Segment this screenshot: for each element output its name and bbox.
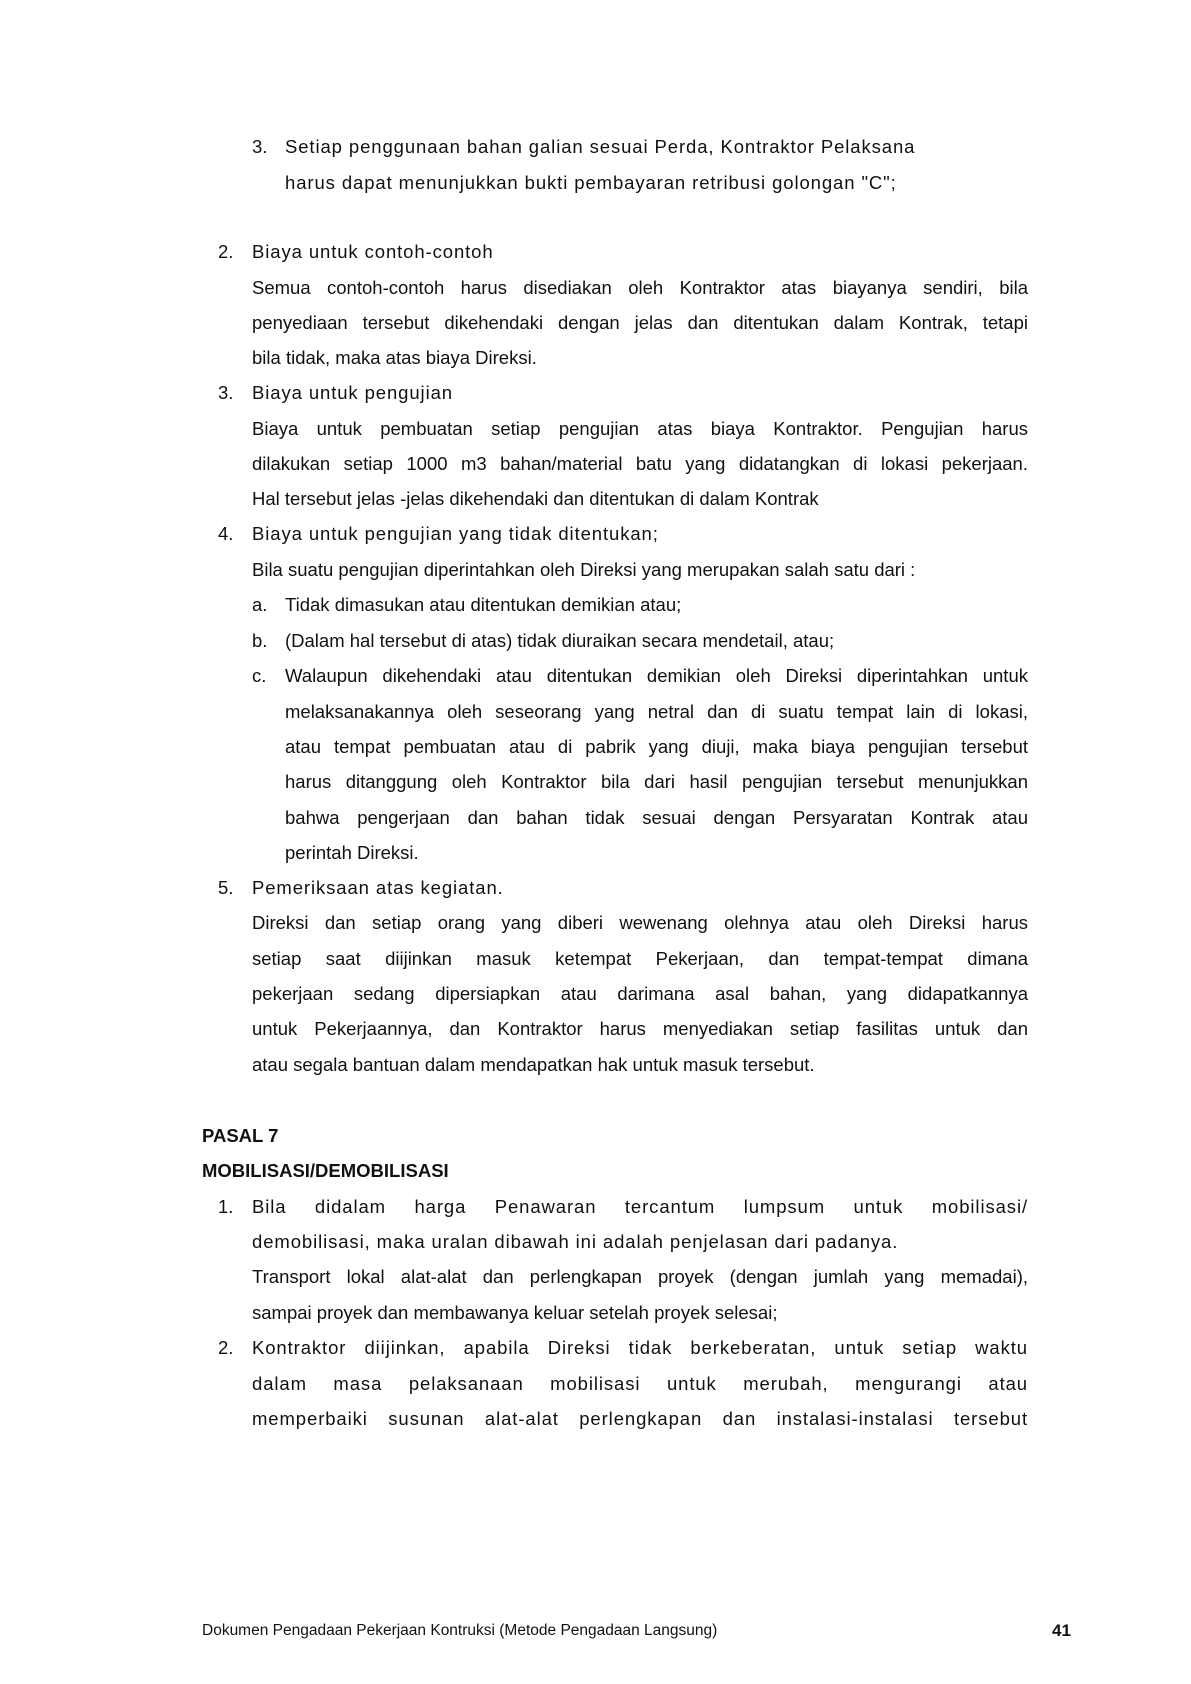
text-line: Kontraktor diijinkan, apabila Direksi tidak berkeberatan, untuk setiap waktu [252, 1337, 1028, 1358]
text-line: pekerjaan sedang dipersiapkan atau darimana asal bahan, yang didapatkannya [252, 983, 1028, 1004]
text-line: Bila suatu pengujian diperintahkan oleh Direksi yang merupakan salah satu dari : [252, 559, 916, 580]
text-line: Biaya untuk pembuatan setiap pengujian atas biaya Kontraktor. Pengujian harus [252, 418, 1028, 439]
text-line: Bila didalam harga Penawaran tercantum lumpsum untuk mobilisasi/ [252, 1196, 1028, 1217]
text-line: harus dapat menunjukkan bukti pembayaran retribusi golongan "C"; [285, 172, 897, 193]
text-line: Hal tersebut jelas -jelas dikehendaki dan ditentukan di dalam Kontrak [252, 488, 819, 509]
sublist-marker: b. [252, 630, 268, 651]
list-marker: 3. [218, 382, 234, 403]
text-line: untuk Pekerjaannya, dan Kontraktor harus menyediakan setiap fasilitas untuk dan [252, 1018, 1028, 1039]
sublist-marker: c. [252, 665, 267, 686]
item-title: Pemeriksaan atas kegiatan. [252, 877, 504, 898]
text-line: bila tidak, maka atas biaya Direksi. [252, 347, 537, 368]
list-marker: 2. [218, 1337, 234, 1358]
text-line: perintah Direksi. [285, 842, 419, 863]
text-line: demobilisasi, maka uralan dibawah ini adalah penjelasan dari padanya. [252, 1231, 899, 1252]
item-title: Biaya untuk contoh-contoh [252, 241, 494, 262]
list-marker: 1. [218, 1196, 234, 1217]
sublist-marker: a. [252, 594, 268, 615]
text-line: penyediaan tersebut dikehendaki dengan jelas dan ditentukan dalam Kontrak, tetapi [252, 312, 1028, 333]
item-title: Biaya untuk pengujian yang tidak ditentukan; [252, 523, 659, 544]
text-line: setiap saat diijinkan masuk ketempat Pekerjaan, dan tempat-tempat dimana [252, 948, 1028, 969]
section-subheading: MOBILISASI/DEMOBILISASI [202, 1160, 449, 1181]
section-heading: PASAL 7 [202, 1125, 279, 1146]
page-number: 41 [1052, 1621, 1071, 1640]
list-marker: 2. [218, 241, 234, 262]
list-marker: 3. [252, 136, 268, 157]
text-line: atau segala bantuan dalam mendapatkan hak untuk masuk tersebut. [252, 1054, 815, 1075]
footer-document-title: Dokumen Pengadaan Pekerjaan Kontruksi (Metode Pengadaan Langsung) [202, 1622, 718, 1639]
list-marker: 4. [218, 523, 234, 544]
list-marker: 5. [218, 877, 234, 898]
text-line: memperbaiki susunan alat-alat perlengkapan dan instalasi-instalasi tersebut [252, 1408, 1028, 1429]
text-line: melaksanakannya oleh seseorang yang netral dan di suatu tempat lain di lokasi, [285, 701, 1028, 722]
text-line: bahwa pengerjaan dan bahan tidak sesuai dengan Persyaratan Kontrak atau [285, 807, 1028, 828]
text-line: Tidak dimasukan atau ditentukan demikian atau; [285, 594, 682, 615]
text-line: Transport lokal alat-alat dan perlengkapan proyek (dengan jumlah yang memadai), [252, 1266, 1028, 1287]
text-line: Direksi dan setiap orang yang diberi wewenang olehnya atau oleh Direksi harus [252, 912, 1028, 933]
text-line: Walaupun dikehendaki atau ditentukan demikian oleh Direksi diperintahkan untuk [285, 665, 1028, 686]
text-line: sampai proyek dan membawanya keluar setelah proyek selesai; [252, 1302, 778, 1323]
text-line: dilakukan setiap 1000 m3 bahan/material batu yang didatangkan di lokasi pekerjaan. [252, 453, 1028, 474]
text-line: Semua contoh-contoh harus disediakan oleh Kontraktor atas biayanya sendiri, bila [252, 277, 1028, 298]
text-line: dalam masa pelaksanaan mobilisasi untuk merubah, mengurangi atau [252, 1373, 1028, 1394]
text-line: Setiap penggunaan bahan galian sesuai Perda, Kontraktor Pelaksana [285, 136, 916, 157]
text-line: harus ditanggung oleh Kontraktor bila dari hasil pengujian tersebut menunjukkan [285, 771, 1028, 792]
text-line: atau tempat pembuatan atau di pabrik yang diuji, maka biaya pengujian tersebut [285, 736, 1028, 757]
item-title: Biaya untuk pengujian [252, 382, 453, 403]
text-line: (Dalam hal tersebut di atas) tidak diuraikan secara mendetail, atau; [285, 630, 835, 651]
